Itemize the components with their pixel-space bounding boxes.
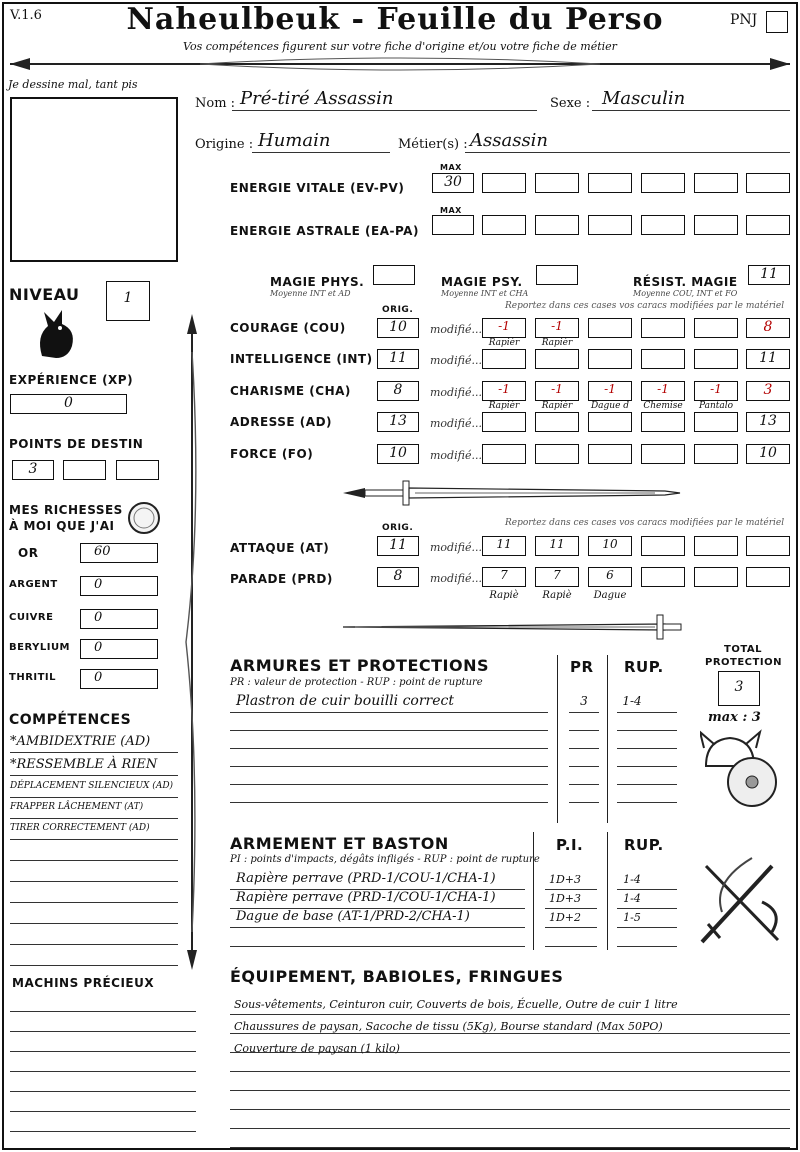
ea-box[interactable] xyxy=(641,215,685,235)
magie-psy-box[interactable] xyxy=(536,265,578,285)
combat-mod-source: Dague xyxy=(593,590,627,601)
equipment-item[interactable]: Chaussures de paysan, Sacoche de tissu (5Kg), Bourse standard (Max 50PO) xyxy=(234,1020,663,1033)
combat-mod-value: 11 xyxy=(549,537,565,551)
weapon-name[interactable]: Dague de base (AT-1/PRD-2/CHA-1) xyxy=(236,909,470,924)
skill-item[interactable]: DÉPLACEMENT SILENCIEUX (AD) xyxy=(10,781,174,791)
ea-box[interactable] xyxy=(588,215,632,235)
sheet-subtitle: Vos compétences figurent sur votre fiche d'origine et/ou votre fiche de métier xyxy=(183,40,617,53)
niveau-label: NIVEAU xyxy=(9,285,80,304)
carac-label: CHARISME (CHA) xyxy=(230,384,351,398)
combat-mod-value: 10 xyxy=(602,537,618,551)
nom-label: Nom : xyxy=(195,96,236,111)
armor-divider-2 xyxy=(607,655,608,823)
carac-modified-label: modifié... xyxy=(430,323,482,336)
carac-mod-box[interactable] xyxy=(694,318,738,338)
xp-label: EXPÉRIENCE (XP) xyxy=(9,373,134,387)
wealth-box[interactable] xyxy=(80,609,158,629)
magie-psy-note: Moyenne INT et CHA xyxy=(441,289,529,298)
carac-mod-box[interactable] xyxy=(535,349,579,369)
nom-line xyxy=(232,110,537,111)
coin-icon xyxy=(126,500,162,536)
carac-mod-value: -1 xyxy=(551,382,563,396)
combat-mod-value: 6 xyxy=(606,568,614,582)
carac-modified-label: modifié... xyxy=(430,386,482,399)
weapon-name[interactable]: Rapière perrave (PRD-1/COU-1/CHA-1) xyxy=(236,890,496,905)
wealth-value: 0 xyxy=(94,670,103,685)
wealth-label: OR xyxy=(18,546,39,560)
wealth-box[interactable] xyxy=(80,576,158,596)
combat-mod-source: Rapiè xyxy=(542,590,572,601)
carac-mod-box[interactable] xyxy=(641,349,685,369)
skill-line xyxy=(10,860,178,861)
combat-orig-value: 8 xyxy=(393,568,403,584)
total-protection-label-2: PROTECTION xyxy=(705,657,782,668)
richesses-label-1: MES RICHESSES xyxy=(9,503,123,517)
metier-value[interactable]: Assassin xyxy=(470,130,549,151)
carac-mod-box[interactable] xyxy=(641,444,685,464)
armor-name[interactable]: Plastron de cuir bouilli correct xyxy=(236,693,454,709)
combat-mod-box[interactable] xyxy=(694,567,738,587)
armor-rup-line xyxy=(617,730,677,731)
armor-pr-line xyxy=(569,748,599,749)
weapon-rup[interactable]: 1-5 xyxy=(623,911,641,924)
weapon-rup-line xyxy=(617,927,677,928)
combat-mod-box[interactable] xyxy=(641,536,685,556)
combat-mod-value: 7 xyxy=(553,568,561,582)
combat-label: PARADE (PRD) xyxy=(230,572,333,586)
origine-label: Origine : xyxy=(195,137,254,152)
carac-label: COURAGE (COU) xyxy=(230,321,346,335)
origine-line xyxy=(252,152,390,153)
skill-line xyxy=(10,944,178,945)
carac-label: FORCE (FO) xyxy=(230,447,314,461)
ev-box[interactable] xyxy=(694,173,738,193)
combat-mod-box[interactable] xyxy=(641,567,685,587)
weapon-name[interactable]: Rapière perrave (PRD-1/COU-1/CHA-1) xyxy=(236,871,496,886)
carac-mod-box[interactable] xyxy=(482,444,526,464)
equipment-line xyxy=(230,1071,790,1072)
destin-label: POINTS DE DESTIN xyxy=(9,437,144,451)
treasure-line[interactable] xyxy=(10,1071,196,1072)
version-label: V.1.6 xyxy=(10,8,42,23)
combat-label: ATTAQUE (AT) xyxy=(230,541,330,555)
armor-divider-1 xyxy=(557,655,558,823)
armor-pr-line xyxy=(569,730,599,731)
armor-pr-line xyxy=(569,712,599,713)
sexe-label: Sexe : xyxy=(550,96,591,111)
caracs-orig-label: ORIG. xyxy=(382,305,414,315)
armor-rup-line xyxy=(617,802,677,803)
carac-mod-box[interactable] xyxy=(535,412,579,432)
armor-rup-line xyxy=(617,748,677,749)
equipment-title: ÉQUIPEMENT, BABIOLES, FRINGUES xyxy=(230,967,564,986)
weapon-pi-line xyxy=(545,908,597,909)
ea-max-label: MAX xyxy=(440,206,462,215)
carac-mod-source: Dague d xyxy=(590,401,630,411)
sword-ornament xyxy=(335,478,685,508)
carac-mod-value: -1 xyxy=(710,382,722,396)
weapons-icon xyxy=(692,852,788,952)
carac-mod-source: Chemise xyxy=(643,401,683,411)
skill-item[interactable]: TIRER CORRECTEMENT (AD) xyxy=(10,823,150,833)
magie-psy-label: MAGIE PSY. xyxy=(441,275,523,289)
carac-mod-box[interactable] xyxy=(641,412,685,432)
armor-name-line xyxy=(230,784,548,785)
carac-mod-value: -1 xyxy=(498,319,510,333)
niveau-value: 1 xyxy=(123,290,133,306)
carac-mod-box[interactable] xyxy=(535,444,579,464)
wealth-label: ARGENT xyxy=(9,579,58,590)
ea-box[interactable] xyxy=(746,215,790,235)
carac-mod-source: Rapièr xyxy=(541,338,573,348)
equipment-line xyxy=(230,1109,790,1110)
carac-orig-value: 10 xyxy=(389,319,407,335)
combat-modified-label: modifié... xyxy=(430,541,482,554)
magie-phys-label: MAGIE PHYS. xyxy=(270,275,365,289)
combat-orig-label: ORIG. xyxy=(382,523,414,533)
carac-final-value: 3 xyxy=(763,382,773,398)
ev-label: ENERGIE VITALE (EV-PV) xyxy=(230,181,405,195)
equipment-item[interactable]: Couverture de paysan (1 kilo) xyxy=(234,1042,400,1055)
carac-mod-box[interactable] xyxy=(694,349,738,369)
caracs-report-note: Reportez dans ces cases vos caracs modifiées par le matériel xyxy=(505,301,785,311)
skill-line xyxy=(10,775,178,776)
portrait-label: Je dessine mal, tant pis xyxy=(8,78,138,91)
armor-name-line xyxy=(230,766,548,767)
combat-final-box[interactable] xyxy=(746,536,790,556)
ea-label: ENERGIE ASTRALE (EA-PA) xyxy=(230,224,419,238)
wealth-value: 0 xyxy=(94,577,103,592)
vertical-spear-ornament xyxy=(180,312,204,972)
combat-mod-value: 7 xyxy=(500,568,508,582)
ev-box[interactable] xyxy=(746,173,790,193)
weapon-rup-line xyxy=(617,946,677,947)
carac-mod-source: Pantalo xyxy=(698,401,734,411)
carac-mod-value: -1 xyxy=(657,382,669,396)
armor-pr-line xyxy=(569,784,599,785)
equipment-line xyxy=(230,1147,790,1148)
equipment-line xyxy=(230,1014,790,1015)
weapon-name-line xyxy=(230,927,525,928)
armor-rup-line xyxy=(617,712,677,713)
armor-note: PR : valeur de protection - RUP : point de rupture xyxy=(230,677,483,688)
combat-mod-value: 11 xyxy=(496,537,512,551)
ev-box[interactable] xyxy=(641,173,685,193)
carac-mod-value: -1 xyxy=(551,319,563,333)
armor-name-line xyxy=(230,730,548,731)
equipment-item[interactable]: Sous-vêtements, Ceinturon cuir, Couverts de bois, Écuelle, Outre de cuir 1 litre xyxy=(234,998,678,1011)
carac-modified-label: modifié... xyxy=(430,449,482,462)
armor-rup[interactable]: 1-4 xyxy=(622,694,642,708)
carac-final-value: 8 xyxy=(763,319,773,335)
carac-mod-box[interactable] xyxy=(641,318,685,338)
ev-box[interactable] xyxy=(535,173,579,193)
dragon-icon xyxy=(32,306,80,362)
sexe-line xyxy=(592,110,790,111)
carac-mod-box[interactable] xyxy=(694,444,738,464)
treasure-line[interactable] xyxy=(10,1111,196,1112)
weapons-note: PI : points d'impacts, dégâts infligés - RUP : point de rupture xyxy=(230,854,540,865)
carac-modified-label: modifié... xyxy=(430,417,482,430)
skill-line xyxy=(10,965,178,966)
destin-box-2[interactable] xyxy=(63,460,106,480)
weapon-pi[interactable]: 1D+3 xyxy=(548,873,582,886)
carac-orig-value: 8 xyxy=(393,382,403,398)
metier-line xyxy=(465,152,790,153)
armor-pr[interactable]: 3 xyxy=(580,694,588,708)
wealth-value: 60 xyxy=(94,544,111,559)
skill-line xyxy=(10,923,178,924)
combat-mod-box[interactable] xyxy=(694,536,738,556)
max-protection: max : 3 xyxy=(708,710,761,725)
treasure-line[interactable] xyxy=(10,1091,196,1092)
header-spear-ornament xyxy=(0,52,800,76)
total-protection-value: 3 xyxy=(734,679,744,695)
armor-rup-header: RUP. xyxy=(624,658,664,676)
ev-box[interactable] xyxy=(482,173,526,193)
pnj-label: PNJ xyxy=(730,12,758,28)
ea-max-box[interactable] xyxy=(432,215,474,235)
weapons-pi-header: P.I. xyxy=(556,836,584,854)
carac-mod-box[interactable] xyxy=(588,444,632,464)
skill-line xyxy=(10,818,178,819)
treasure-line[interactable] xyxy=(10,1131,196,1132)
carac-mod-source: Rapièr xyxy=(488,338,520,348)
equipment-line xyxy=(230,1033,790,1034)
ev-max-label: MAX xyxy=(440,163,462,172)
armor-title: ARMURES ET PROTECTIONS xyxy=(230,656,489,675)
combat-modified-label: modifié... xyxy=(430,572,482,585)
skill-item[interactable]: *RESSEMBLE À RIEN xyxy=(10,757,158,772)
armor-name-line xyxy=(230,712,548,713)
weapons-title: ARMEMENT ET BASTON xyxy=(230,834,449,853)
carac-final-value: 11 xyxy=(759,350,777,366)
magie-phys-box[interactable] xyxy=(373,265,415,285)
weapon-pi[interactable]: 1D+2 xyxy=(548,911,582,924)
destin-value-1: 3 xyxy=(28,461,38,477)
destin-box-3[interactable] xyxy=(116,460,159,480)
skill-line xyxy=(10,902,178,903)
carac-mod-box[interactable] xyxy=(482,412,526,432)
skill-line xyxy=(10,881,178,882)
armor-pr-line xyxy=(569,766,599,767)
armor-rup-line xyxy=(617,784,677,785)
wealth-box[interactable] xyxy=(80,669,158,689)
wealth-label: CUIVRE xyxy=(9,612,54,623)
equipment-line xyxy=(230,1128,790,1129)
carac-orig-value: 13 xyxy=(389,413,407,429)
ev-box[interactable] xyxy=(588,173,632,193)
portrait-box[interactable] xyxy=(10,97,178,262)
treasure-line[interactable] xyxy=(10,1011,196,1012)
weapons-divider-1 xyxy=(533,832,534,950)
carac-label: ADRESSE (AD) xyxy=(230,415,333,429)
wealth-box[interactable] xyxy=(80,543,158,563)
skill-line xyxy=(10,797,178,798)
richesses-label-2: À MOI QUE J'AI xyxy=(9,519,115,533)
armor-name-line xyxy=(230,802,548,803)
skill-item[interactable]: *AMBIDEXTRIE (AD) xyxy=(10,734,151,749)
resist-magie-label: RÉSIST. MAGIE xyxy=(633,275,738,289)
carac-mod-box[interactable] xyxy=(694,412,738,432)
combat-report-note: Reportez dans ces cases vos caracs modifiées par le matériel xyxy=(505,518,785,528)
ev-max-value: 30 xyxy=(444,174,462,190)
weapons-divider-2 xyxy=(607,832,608,950)
armor-rup-line xyxy=(617,766,677,767)
combat-orig-value: 11 xyxy=(389,537,407,553)
ea-box[interactable] xyxy=(482,215,526,235)
weapon-pi-line xyxy=(545,927,597,928)
nom-value[interactable]: Pré-tiré Assassin xyxy=(240,88,394,109)
helmet-shield-icon xyxy=(700,726,780,816)
carac-mod-box[interactable] xyxy=(588,318,632,338)
weapon-rup-line xyxy=(617,889,677,890)
ea-box[interactable] xyxy=(535,215,579,235)
wealth-box[interactable] xyxy=(80,639,158,659)
carac-mod-source: Rapièr xyxy=(488,401,520,411)
resist-magie-note: Moyenne COU, INT et FO xyxy=(633,289,738,298)
metier-label: Métier(s) : xyxy=(398,137,468,152)
ea-box[interactable] xyxy=(694,215,738,235)
total-protection-label-1: TOTAL xyxy=(724,644,762,655)
carac-final-value: 13 xyxy=(759,413,777,429)
carac-modified-label: modifié... xyxy=(430,354,482,367)
carac-mod-source: Rapièr xyxy=(541,401,573,411)
carac-label: INTELLIGENCE (INT) xyxy=(230,352,373,366)
pnj-checkbox[interactable] xyxy=(766,11,788,33)
carac-final-value: 10 xyxy=(759,445,777,461)
resist-magie-value: 11 xyxy=(760,266,778,282)
weapons-rup-header: RUP. xyxy=(624,836,664,854)
weapon-rup[interactable]: 1-4 xyxy=(623,892,641,905)
carac-mod-box[interactable] xyxy=(588,412,632,432)
carac-mod-value: -1 xyxy=(604,382,616,396)
skill-item[interactable]: FRAPPER LÂCHEMENT (AT) xyxy=(10,802,144,812)
carac-mod-box[interactable] xyxy=(588,349,632,369)
equipment-line xyxy=(230,1090,790,1091)
treasure-line[interactable] xyxy=(10,1031,196,1032)
armor-name-line xyxy=(230,748,548,749)
weapon-pi-line xyxy=(545,889,597,890)
armor-pr-header: PR xyxy=(570,658,594,676)
origine-value[interactable]: Humain xyxy=(258,130,331,151)
skill-line xyxy=(10,839,178,840)
competences-label: COMPÉTENCES xyxy=(9,712,132,728)
magie-phys-note: Moyenne INT et AD xyxy=(270,289,351,298)
sexe-value[interactable]: Masculin xyxy=(602,88,686,109)
armor-pr-line xyxy=(569,802,599,803)
weapon-name-line xyxy=(230,946,525,947)
skill-line xyxy=(10,752,178,753)
combat-mod-source: Rapiè xyxy=(489,590,519,601)
xp-value: 0 xyxy=(64,395,73,411)
machins-precieux-label: MACHINS PRÉCIEUX xyxy=(12,976,155,990)
wealth-label: BERYLIUM xyxy=(9,642,71,653)
treasure-line[interactable] xyxy=(10,1051,196,1052)
weapon-pi-line xyxy=(545,946,597,947)
combat-final-box[interactable] xyxy=(746,567,790,587)
carac-mod-box[interactable] xyxy=(482,349,526,369)
carac-orig-value: 11 xyxy=(389,350,407,366)
carac-orig-value: 10 xyxy=(389,445,407,461)
weapon-rup-line xyxy=(617,908,677,909)
sword-ornament xyxy=(335,612,685,642)
weapon-rup[interactable]: 1-4 xyxy=(623,873,641,886)
carac-mod-value: -1 xyxy=(498,382,510,396)
wealth-value: 0 xyxy=(94,610,103,625)
wealth-value: 0 xyxy=(94,640,103,655)
weapon-pi[interactable]: 1D+3 xyxy=(548,892,582,905)
wealth-label: THRITIL xyxy=(9,672,57,683)
sheet-title: Naheulbeuk - Feuille du Perso xyxy=(126,2,664,37)
